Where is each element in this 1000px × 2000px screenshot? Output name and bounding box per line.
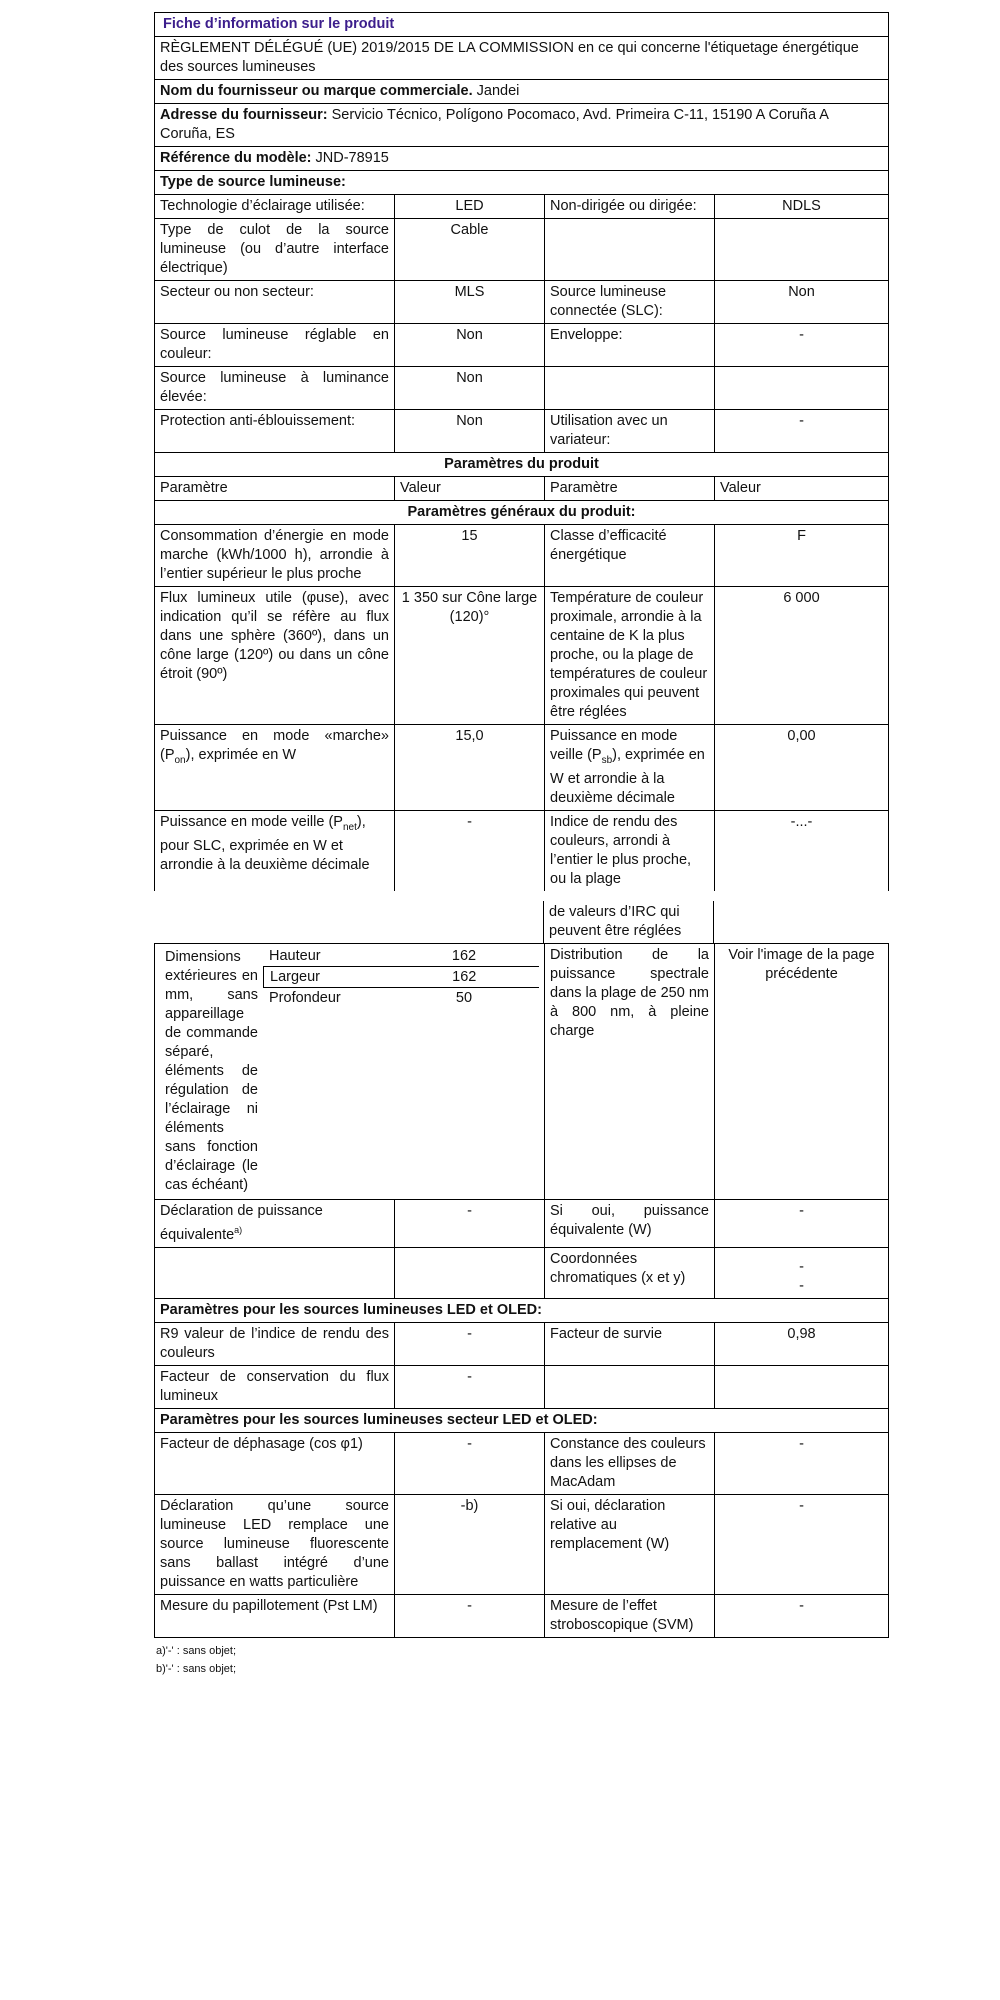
dimension-value: 50	[455, 989, 473, 1006]
mains-cell-2: -	[395, 1433, 545, 1494]
standby-power-label: Puissance en mode veille $(P_{sb})$, exprimée en W et arrondie à la deuxième décimale	[545, 725, 715, 810]
col-header-parameter-2: Paramètre	[545, 477, 715, 500]
type-row	[155, 324, 888, 367]
general-row	[155, 525, 888, 587]
chromaticity-row	[155, 1248, 888, 1299]
footnotes	[154, 1642, 889, 1678]
equivalent-power-value: -	[395, 1200, 545, 1247]
led-params-table	[155, 1323, 888, 1409]
column-headers	[155, 477, 888, 501]
type-cell-1: Secteur ou non secteur:	[155, 281, 395, 323]
mains-row	[155, 1433, 888, 1495]
mains-cell-4: -	[799, 1597, 804, 1614]
model-ref-value: JND-78915	[315, 150, 389, 166]
general-row	[155, 587, 888, 725]
type-row	[155, 195, 888, 219]
led-row	[155, 1323, 888, 1366]
led-cell-2: -	[395, 1323, 545, 1365]
led-cell-3	[545, 1366, 715, 1408]
mains-cell-3: Si oui, déclaration relative au remplacement (W)	[545, 1495, 715, 1594]
sheet-part-2	[154, 901, 889, 944]
mains-cell-1: Facteur de déphasage (cos φ1)	[155, 1433, 395, 1494]
general-cell-3: Classe d’efficacité énergétique	[545, 525, 715, 586]
model-ref-row	[155, 147, 888, 170]
light-source-type-table	[155, 195, 888, 453]
power-on-label: Puissance en mode «marche» $(P_{on})$, exprimée en W	[155, 725, 395, 810]
product-info-sheet	[154, 12, 889, 1678]
type-cell-4: NDLS	[782, 198, 821, 214]
general-cell-1: Flux lumineux utile (φuse), avec indication qu’il se réfère au flux dans une sphère (360º), dans un cône large (120º) ou dans un cône étroit (90º)	[155, 587, 395, 724]
supplier-address-value: Servicio Técnico, Polígono Pocomaco, Avd. Primeira C-11, 15190 A Coruña A Coruña, ES	[160, 107, 829, 142]
sheet-part-3	[154, 944, 889, 1638]
type-cell-3: Source lumineuse connectée (SLC):	[545, 281, 715, 323]
dimension-name: Hauteur	[269, 947, 321, 964]
type-cell-3	[545, 367, 715, 409]
type-cell-4: Non	[788, 284, 815, 300]
type-cell-4: -	[799, 327, 804, 343]
type-cell-1: Source lumineuse réglable en couleur:	[155, 324, 395, 366]
type-cell-1: Protection anti-éblouissement:	[155, 410, 395, 452]
cri-label: Indice de rendu des couleurs, arrondi à l’entier le plus proche, ou la plage	[545, 811, 715, 891]
equivalent-power-label: Déclaration de puissance équivalente$^{a)}$	[155, 1200, 395, 1247]
power-on-value: 15,0	[395, 725, 545, 810]
regulation-text: RÈGLEMENT DÉLÉGUÉ (UE) 2019/2015 DE LA COMMISSION en ce qui concerne l'étiquetage énergétique des sources lumineuses	[160, 40, 859, 75]
footnote-b: b)'-' : sans objet;	[156, 1662, 237, 1675]
mains-led-params-header: Paramètres pour les sources lumineuses secteur LED et OLED:	[160, 1411, 598, 1428]
dimension-item	[263, 966, 539, 988]
type-cell-2: Cable	[395, 219, 545, 280]
type-cell-3	[545, 219, 715, 280]
networked-standby-label: Puissance en mode veille $(P_{net})$, pour SLC, exprimée en W et arrondie à la deuxième décimale	[155, 811, 395, 891]
type-cell-4	[715, 219, 888, 280]
dimension-item	[263, 946, 539, 966]
mains-row	[155, 1595, 888, 1638]
spectral-distribution-value: Voir l'image de la page précédente	[728, 946, 875, 982]
cri-continuation-row	[154, 901, 889, 944]
model-ref-label: Référence du modèle:	[160, 150, 312, 166]
equivalent-power-row	[155, 1200, 888, 1248]
general-params-table	[155, 525, 888, 725]
page-title: Fiche d’information sur le produit	[163, 16, 395, 32]
equivalent-power-watts-value: -	[799, 1202, 804, 1219]
supplier-name-label: Nom du fournisseur ou marque commerciale.	[160, 83, 473, 99]
mains-cell-4: -	[799, 1435, 804, 1452]
type-cell-1: Technologie d’éclairage utilisée:	[155, 195, 395, 218]
equivalent-power-watts-label: Si oui, puissance équivalente (W)	[545, 1200, 715, 1247]
networked-standby-value: -	[395, 811, 545, 891]
type-cell-3: Non-dirigée ou dirigée:	[545, 195, 715, 218]
led-cell-2: -	[395, 1366, 545, 1408]
type-cell-2: MLS	[395, 281, 545, 323]
type-row	[155, 219, 888, 281]
dimension-value: 162	[452, 968, 477, 985]
led-cell-3: Facteur de survie	[545, 1323, 715, 1365]
led-params-header: Paramètres pour les sources lumineuses LED et OLED:	[160, 1301, 542, 1318]
general-cell-4: 6 000	[783, 590, 820, 606]
general-cell-1: Consommation d’énergie en mode marche (kWh/1000 h), arrondie à l’entier supérieur le plus proche	[155, 525, 395, 586]
supplier-address-label: Adresse du fournisseur:	[160, 107, 328, 123]
col-header-parameter-1: Paramètre	[155, 477, 395, 500]
light-source-type-header: Type de source lumineuse:	[160, 174, 346, 190]
general-cell-4: F	[797, 528, 806, 544]
type-cell-4: -	[799, 413, 804, 429]
standby-power-value: 0,00	[787, 728, 816, 744]
supplier-name-value: Jandei	[476, 83, 520, 99]
mains-cell-1: Déclaration qu’une source lumineuse LED remplace une source lumineuse fluorescente sans ballast intégré d’une puissance en watts particulière	[155, 1495, 395, 1594]
dimension-name: Largeur	[270, 968, 320, 985]
dimensions-label: Dimensions extérieures en mm, sans appareillage de commande séparé, éléments de régulation de l’éclairage ni éléments sans fonction d’éclairage (le cas échéant)	[165, 948, 258, 1193]
type-row	[155, 410, 888, 453]
type-cell-2: Non	[395, 410, 545, 452]
cri-value: -...-	[790, 813, 813, 830]
mains-cell-3: Mesure de l’effet stroboscopique (SVM)	[545, 1595, 715, 1637]
mains-cell-2: -	[395, 1595, 545, 1637]
type-cell-1: Source lumineuse à luminance élevée:	[155, 367, 395, 409]
footnote-a: a)'-' : sans objet;	[156, 1644, 237, 1657]
led-row	[155, 1366, 888, 1409]
networked-standby-row	[155, 811, 888, 891]
led-cell-1: R9 valeur de l’indice de rendu des couleurs	[155, 1323, 395, 1365]
chromaticity-value: - -	[799, 1258, 804, 1294]
type-cell-1: Type de culot de la source lumineuse (ou d’autre interface électrique)	[155, 219, 395, 280]
led-cell-1: Facteur de conservation du flux lumineux	[155, 1366, 395, 1408]
mains-cell-1: Mesure du papillotement (Pst LM)	[155, 1595, 395, 1637]
dimension-name: Profondeur	[269, 989, 341, 1006]
general-cell-2: 15	[395, 525, 545, 586]
general-cell-2: 1 350 sur Cône large (120)°	[395, 587, 545, 724]
general-cell-3: Température de couleur proximale, arrondie à la centaine de K la plus proche, ou la plage de températures de couleur proximales qui peuvent être réglées	[545, 587, 715, 724]
mains-cell-4: -	[799, 1497, 804, 1514]
supplier-name-row	[155, 80, 888, 103]
dimensions-values	[263, 946, 539, 1197]
type-cell-3: Enveloppe:	[545, 324, 715, 366]
dimensions-row	[155, 944, 888, 1200]
led-cell-4	[715, 1366, 888, 1408]
mains-led-params-table	[155, 1433, 888, 1638]
mains-cell-2: -b)	[395, 1495, 545, 1594]
general-params-header: Paramètres généraux du produit:	[407, 504, 636, 520]
type-cell-3: Utilisation avec un variateur:	[545, 410, 715, 452]
type-cell-2: Non	[395, 367, 545, 409]
type-cell-2: Non	[395, 324, 545, 366]
type-row	[155, 281, 888, 324]
type-cell-2: LED	[395, 195, 545, 218]
type-row	[155, 367, 888, 410]
cri-continuation: de valeurs d’IRC qui peuvent être réglées	[544, 901, 714, 943]
led-cell-4: 0,98	[787, 1325, 816, 1342]
col-header-value-2: Valeur	[720, 480, 761, 496]
power-on-row	[155, 725, 888, 811]
chromaticity-label: Coordonnées chromatiques (x et y)	[545, 1248, 715, 1298]
type-cell-4	[715, 367, 888, 409]
col-header-value-1: Valeur	[395, 477, 545, 500]
dimension-value: 162	[451, 947, 477, 964]
mains-cell-3: Constance des couleurs dans les ellipses de MacAdam	[545, 1433, 715, 1494]
sheet-part-1	[154, 12, 889, 891]
spectral-distribution-label: Distribution de la puissance spectrale dans la plage de 250 nm à 800 nm, à pleine charge	[545, 944, 715, 1199]
supplier-address-row	[155, 104, 888, 146]
mains-row	[155, 1495, 888, 1595]
dimension-item	[263, 988, 539, 1008]
product-params-header: Paramètres du produit	[444, 456, 599, 472]
